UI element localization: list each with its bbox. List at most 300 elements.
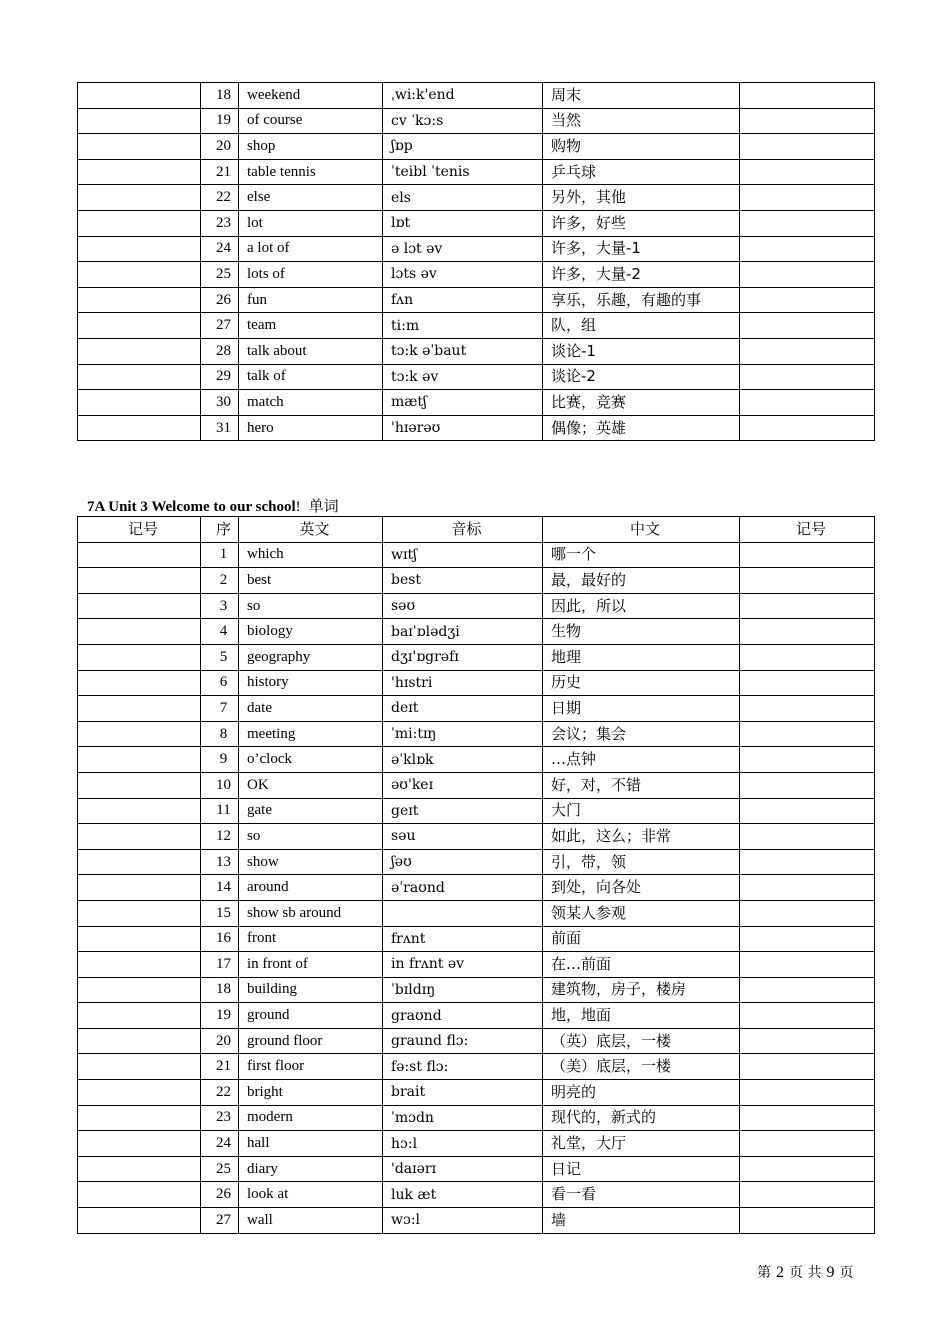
mark-cell-right (740, 619, 875, 645)
page-footer (757, 1262, 853, 1282)
mark-cell-right (740, 568, 875, 594)
footer-suffix: 页 (839, 1265, 854, 1281)
chinese-meaning: 许多，大量-1 (543, 236, 740, 262)
mark-cell-left (78, 236, 201, 262)
row-number: 13 (201, 849, 239, 875)
mark-cell-right (740, 415, 875, 441)
mark-cell-right (740, 390, 875, 416)
english-word: team (239, 313, 383, 339)
chinese-meaning: 因此，所以 (543, 593, 740, 619)
table-row (78, 952, 875, 978)
mark-cell-right (740, 1080, 875, 1106)
mark-cell-left (78, 721, 201, 747)
mark-cell-left (78, 1105, 201, 1131)
row-number: 30 (201, 390, 239, 416)
phonetic: ˈmɔdn (383, 1105, 543, 1131)
chinese-meaning: 现代的，新式的 (543, 1105, 740, 1131)
mark-cell-left (78, 593, 201, 619)
mark-cell-right (740, 644, 875, 670)
mark-cell-left (78, 1208, 201, 1234)
phonetic (383, 900, 543, 926)
mark-cell-right (740, 262, 875, 288)
english-word: talk of (239, 364, 383, 390)
row-number: 9 (201, 747, 239, 773)
chinese-meaning: 享乐，乐趣，有趣的事 (543, 287, 740, 313)
mark-cell-right (740, 670, 875, 696)
phonetic: fʌn (383, 287, 543, 313)
english-word: lots of (239, 262, 383, 288)
mark-cell-right (740, 1156, 875, 1182)
chinese-meaning: 明亮的 (543, 1080, 740, 1106)
mark-cell-right (740, 824, 875, 850)
row-number: 6 (201, 670, 239, 696)
chinese-meaning: 看一看 (543, 1182, 740, 1208)
table-row (78, 1208, 875, 1234)
mark-cell-left (78, 824, 201, 850)
mark-cell-right (740, 1182, 875, 1208)
phonetic: ˈteibl ˈtenis (383, 159, 543, 185)
footer-total-pages: 9 (826, 1264, 835, 1281)
table-row (78, 1054, 875, 1080)
chinese-meaning: 墙 (543, 1208, 740, 1234)
english-word: bright (239, 1080, 383, 1106)
mark-cell-left (78, 210, 201, 236)
mark-cell-right (740, 134, 875, 160)
mark-cell-left (78, 1054, 201, 1080)
phonetic: lɒt (383, 210, 543, 236)
phonetic: ˈmi:tɪŋ (383, 721, 543, 747)
chinese-meaning: 生物 (543, 619, 740, 645)
row-number: 3 (201, 593, 239, 619)
table-row (78, 415, 875, 441)
chinese-meaning: （美）底层，一楼 (543, 1054, 740, 1080)
english-word: weekend (239, 83, 383, 109)
english-word: geography (239, 644, 383, 670)
mark-cell-right (740, 236, 875, 262)
table-row (78, 849, 875, 875)
mark-cell-left (78, 619, 201, 645)
mark-cell-right (740, 287, 875, 313)
chinese-meaning: 领某人参观 (543, 900, 740, 926)
chinese-meaning: 如此，这么；非常 (543, 824, 740, 850)
english-word: gate (239, 798, 383, 824)
mark-cell-right (740, 696, 875, 722)
mark-cell-right (740, 849, 875, 875)
mark-cell-left (78, 338, 201, 364)
row-number: 5 (201, 644, 239, 670)
table-row (78, 824, 875, 850)
table-row (78, 721, 875, 747)
english-word: so (239, 593, 383, 619)
mark-cell-left (78, 568, 201, 594)
mark-cell-left (78, 849, 201, 875)
chinese-meaning: 日期 (543, 696, 740, 722)
chinese-meaning: 好，对，不错 (543, 772, 740, 798)
row-number: 25 (201, 262, 239, 288)
english-word: modern (239, 1105, 383, 1131)
table-row (78, 108, 875, 134)
chinese-meaning: 哪一个 (543, 542, 740, 568)
table-row (78, 926, 875, 952)
chinese-meaning: 乒乓球 (543, 159, 740, 185)
header-mark-right: 记号 (740, 517, 875, 543)
chinese-meaning: 比赛，竞赛 (543, 390, 740, 416)
english-word: ground floor (239, 1028, 383, 1054)
phonetic: fə:st flɔ: (383, 1054, 543, 1080)
english-word: front (239, 926, 383, 952)
phonetic: wɪtʃ (383, 542, 543, 568)
mark-cell-left (78, 1003, 201, 1029)
chinese-meaning: 另外，其他 (543, 185, 740, 211)
table-row (78, 644, 875, 670)
chinese-meaning: 地理 (543, 644, 740, 670)
table-row (78, 670, 875, 696)
mark-cell-left (78, 313, 201, 339)
english-word: which (239, 542, 383, 568)
chinese-meaning: 建筑物，房子，楼房 (543, 977, 740, 1003)
mark-cell-left (78, 1028, 201, 1054)
english-word: best (239, 568, 383, 594)
chinese-meaning: 在…前面 (543, 952, 740, 978)
table-row (78, 619, 875, 645)
row-number: 10 (201, 772, 239, 798)
row-number: 26 (201, 1182, 239, 1208)
row-number: 19 (201, 1003, 239, 1029)
footer-page-number: 2 (776, 1264, 784, 1281)
chinese-meaning: 礼堂，大厅 (543, 1131, 740, 1157)
english-word: talk about (239, 338, 383, 364)
phonetic: səʊ (383, 593, 543, 619)
english-word: building (239, 977, 383, 1003)
row-number: 18 (201, 977, 239, 1003)
section-subtitle: 单词 (308, 497, 339, 515)
phonetic: dʒɪ'ɒgrəfɪ (383, 644, 543, 670)
mark-cell-right (740, 159, 875, 185)
table-row (78, 210, 875, 236)
mark-cell-left (78, 364, 201, 390)
chinese-meaning: 许多，大量-2 (543, 262, 740, 288)
english-word: o’clock (239, 747, 383, 773)
row-number: 21 (201, 1054, 239, 1080)
phonetic: tɔ:k əv (383, 364, 543, 390)
english-word: around (239, 875, 383, 901)
row-number: 1 (201, 542, 239, 568)
mark-cell-right (740, 875, 875, 901)
row-number: 24 (201, 1131, 239, 1157)
phonetic: 'hɪərəʊ (383, 415, 543, 441)
chinese-meaning: 历史 (543, 670, 740, 696)
mark-cell-left (78, 1080, 201, 1106)
chinese-meaning: 会议；集会 (543, 721, 740, 747)
mark-cell-left (78, 926, 201, 952)
row-number: 28 (201, 338, 239, 364)
mark-cell-left (78, 390, 201, 416)
table-row (78, 1156, 875, 1182)
english-word: hero (239, 415, 383, 441)
phonetic: hɔ:l (383, 1131, 543, 1157)
footer-middle: 页 共 (789, 1265, 822, 1281)
english-word: show (239, 849, 383, 875)
row-number: 25 (201, 1156, 239, 1182)
mark-cell-left (78, 415, 201, 441)
row-number: 23 (201, 210, 239, 236)
table-row (78, 390, 875, 416)
phonetic: ˌwi:k'end (383, 83, 543, 109)
english-word: table tennis (239, 159, 383, 185)
english-word: ground (239, 1003, 383, 1029)
chinese-meaning: 谈论-2 (543, 364, 740, 390)
phonetic: 'daɪərɪ (383, 1156, 543, 1182)
row-number: 24 (201, 236, 239, 262)
table-row (78, 1182, 875, 1208)
mark-cell-left (78, 542, 201, 568)
phonetic: in frʌnt əv (383, 952, 543, 978)
header-chinese: 中文 (543, 517, 740, 543)
row-number: 8 (201, 721, 239, 747)
table-row (78, 747, 875, 773)
chinese-meaning: 地，地面 (543, 1003, 740, 1029)
row-number: 14 (201, 875, 239, 901)
mark-cell-right (740, 1003, 875, 1029)
mark-cell-left (78, 772, 201, 798)
english-word: in front of (239, 952, 383, 978)
mark-cell-right (740, 772, 875, 798)
mark-cell-left (78, 644, 201, 670)
row-number: 11 (201, 798, 239, 824)
row-number: 27 (201, 1208, 239, 1234)
mark-cell-right (740, 83, 875, 109)
mark-cell-right (740, 1105, 875, 1131)
header-english: 英文 (239, 517, 383, 543)
mark-cell-left (78, 747, 201, 773)
table-row (78, 1028, 875, 1054)
table-row (78, 262, 875, 288)
mark-cell-left (78, 262, 201, 288)
phonetic: səu (383, 824, 543, 850)
phonetic: ʃɒp (383, 134, 543, 160)
table-row (78, 134, 875, 160)
phonetic: frʌnt (383, 926, 543, 952)
mark-cell-right (740, 1131, 875, 1157)
row-number: 22 (201, 185, 239, 211)
table-row (78, 568, 875, 594)
english-word: so (239, 824, 383, 850)
mark-cell-right (740, 593, 875, 619)
phonetic: ti:m (383, 313, 543, 339)
english-word: date (239, 696, 383, 722)
table-row (78, 364, 875, 390)
row-number: 29 (201, 364, 239, 390)
mark-cell-left (78, 1156, 201, 1182)
row-number: 27 (201, 313, 239, 339)
phonetic: ʃəʊ (383, 849, 543, 875)
chinese-meaning: （英）底层，一楼 (543, 1028, 740, 1054)
phonetic: mætʃ (383, 390, 543, 416)
table-row (78, 875, 875, 901)
row-number: 23 (201, 1105, 239, 1131)
mark-cell-left (78, 108, 201, 134)
mark-cell-right (740, 313, 875, 339)
chinese-meaning: 引，带，领 (543, 849, 740, 875)
row-number: 21 (201, 159, 239, 185)
mark-cell-right (740, 210, 875, 236)
table-row (78, 696, 875, 722)
mark-cell-right (740, 952, 875, 978)
phonetic: wɔ:l (383, 1208, 543, 1234)
mark-cell-left (78, 83, 201, 109)
mark-cell-left (78, 696, 201, 722)
english-word: fun (239, 287, 383, 313)
mark-cell-right (740, 900, 875, 926)
table-row (78, 1105, 875, 1131)
english-word: biology (239, 619, 383, 645)
mark-cell-right (740, 338, 875, 364)
unit-title-mark: ! (295, 499, 301, 515)
chinese-meaning: 许多，好些 (543, 210, 740, 236)
mark-cell-left (78, 875, 201, 901)
english-word: OK (239, 772, 383, 798)
unit-title: 7A Unit 3 Welcome to our school (87, 499, 296, 515)
english-word: history (239, 670, 383, 696)
chinese-meaning: 大门 (543, 798, 740, 824)
mark-cell-left (78, 287, 201, 313)
mark-cell-right (740, 798, 875, 824)
table-row (78, 236, 875, 262)
english-word: diary (239, 1156, 383, 1182)
mark-cell-left (78, 900, 201, 926)
mark-cell-right (740, 108, 875, 134)
chinese-meaning: …点钟 (543, 747, 740, 773)
phonetic: cv ˈkɔ:s (383, 108, 543, 134)
mark-cell-left (78, 952, 201, 978)
english-word: else (239, 185, 383, 211)
mark-cell-right (740, 542, 875, 568)
mark-cell-right (740, 1054, 875, 1080)
english-word: match (239, 390, 383, 416)
chinese-meaning: 谈论-1 (543, 338, 740, 364)
table-row (78, 159, 875, 185)
row-number: 2 (201, 568, 239, 594)
english-word: wall (239, 1208, 383, 1234)
chinese-meaning: 到处，向各处 (543, 875, 740, 901)
phonetic: graʊnd (383, 1003, 543, 1029)
english-word: lot (239, 210, 383, 236)
chinese-meaning: 购物 (543, 134, 740, 160)
table-row (78, 313, 875, 339)
row-number: 31 (201, 415, 239, 441)
table-row (78, 1003, 875, 1029)
row-number: 20 (201, 1028, 239, 1054)
table-row (78, 185, 875, 211)
english-word: a lot of (239, 236, 383, 262)
chinese-meaning: 偶像；英雄 (543, 415, 740, 441)
row-number: 12 (201, 824, 239, 850)
table-row (78, 593, 875, 619)
row-number: 22 (201, 1080, 239, 1106)
english-word: shop (239, 134, 383, 160)
mark-cell-right (740, 926, 875, 952)
mark-cell-left (78, 670, 201, 696)
mark-cell-left (78, 1131, 201, 1157)
row-number: 26 (201, 287, 239, 313)
english-word: show sb around (239, 900, 383, 926)
row-number: 4 (201, 619, 239, 645)
phonetic: əʊ'keɪ (383, 772, 543, 798)
phonetic: ˈbɪldɪŋ (383, 977, 543, 1003)
vocab-table-continued (77, 82, 875, 441)
phonetic: əˈklɒk (383, 747, 543, 773)
phonetic: brait (383, 1080, 543, 1106)
mark-cell-left (78, 977, 201, 1003)
english-word: of course (239, 108, 383, 134)
phonetic: best (383, 568, 543, 594)
header-phonetic: 音标 (383, 517, 543, 543)
chinese-meaning: 周末 (543, 83, 740, 109)
english-word: look at (239, 1182, 383, 1208)
table-row (78, 900, 875, 926)
row-number: 7 (201, 696, 239, 722)
row-number: 15 (201, 900, 239, 926)
table-row (78, 798, 875, 824)
table-row (78, 772, 875, 798)
chinese-meaning: 最，最好的 (543, 568, 740, 594)
mark-cell-right (740, 721, 875, 747)
english-word: first floor (239, 1054, 383, 1080)
mark-cell-right (740, 364, 875, 390)
mark-cell-left (78, 798, 201, 824)
table-row (78, 542, 875, 568)
table-row (78, 1131, 875, 1157)
row-number: 17 (201, 952, 239, 978)
table-row (78, 83, 875, 109)
mark-cell-right (740, 1028, 875, 1054)
footer-prefix: 第 (757, 1265, 771, 1281)
chinese-meaning: 日记 (543, 1156, 740, 1182)
table-header-row (78, 517, 875, 543)
table-row (78, 287, 875, 313)
row-number: 16 (201, 926, 239, 952)
english-word: meeting (239, 721, 383, 747)
header-mark-left: 记号 (78, 517, 201, 543)
row-number: 19 (201, 108, 239, 134)
chinese-meaning: 队，组 (543, 313, 740, 339)
mark-cell-left (78, 134, 201, 160)
phonetic: els (383, 185, 543, 211)
phonetic: tɔ:k əˈbaut (383, 338, 543, 364)
phonetic: lɔts əv (383, 262, 543, 288)
english-word: hall (239, 1131, 383, 1157)
mark-cell-right (740, 977, 875, 1003)
mark-cell-right (740, 185, 875, 211)
chinese-meaning: 前面 (543, 926, 740, 952)
table-row (78, 1080, 875, 1106)
phonetic: əˈraʊnd (383, 875, 543, 901)
vocab-table-unit3 (77, 516, 875, 1234)
mark-cell-left (78, 185, 201, 211)
mark-cell-left (78, 159, 201, 185)
phonetic: deɪt (383, 696, 543, 722)
mark-cell-right (740, 747, 875, 773)
table-row (78, 977, 875, 1003)
chinese-meaning: 当然 (543, 108, 740, 134)
table-row (78, 338, 875, 364)
mark-cell-right (740, 1208, 875, 1234)
phonetic: geɪt (383, 798, 543, 824)
phonetic: graund flɔ: (383, 1028, 543, 1054)
phonetic: luk æt (383, 1182, 543, 1208)
phonetic: baɪˈɒlədʒi (383, 619, 543, 645)
row-number: 20 (201, 134, 239, 160)
